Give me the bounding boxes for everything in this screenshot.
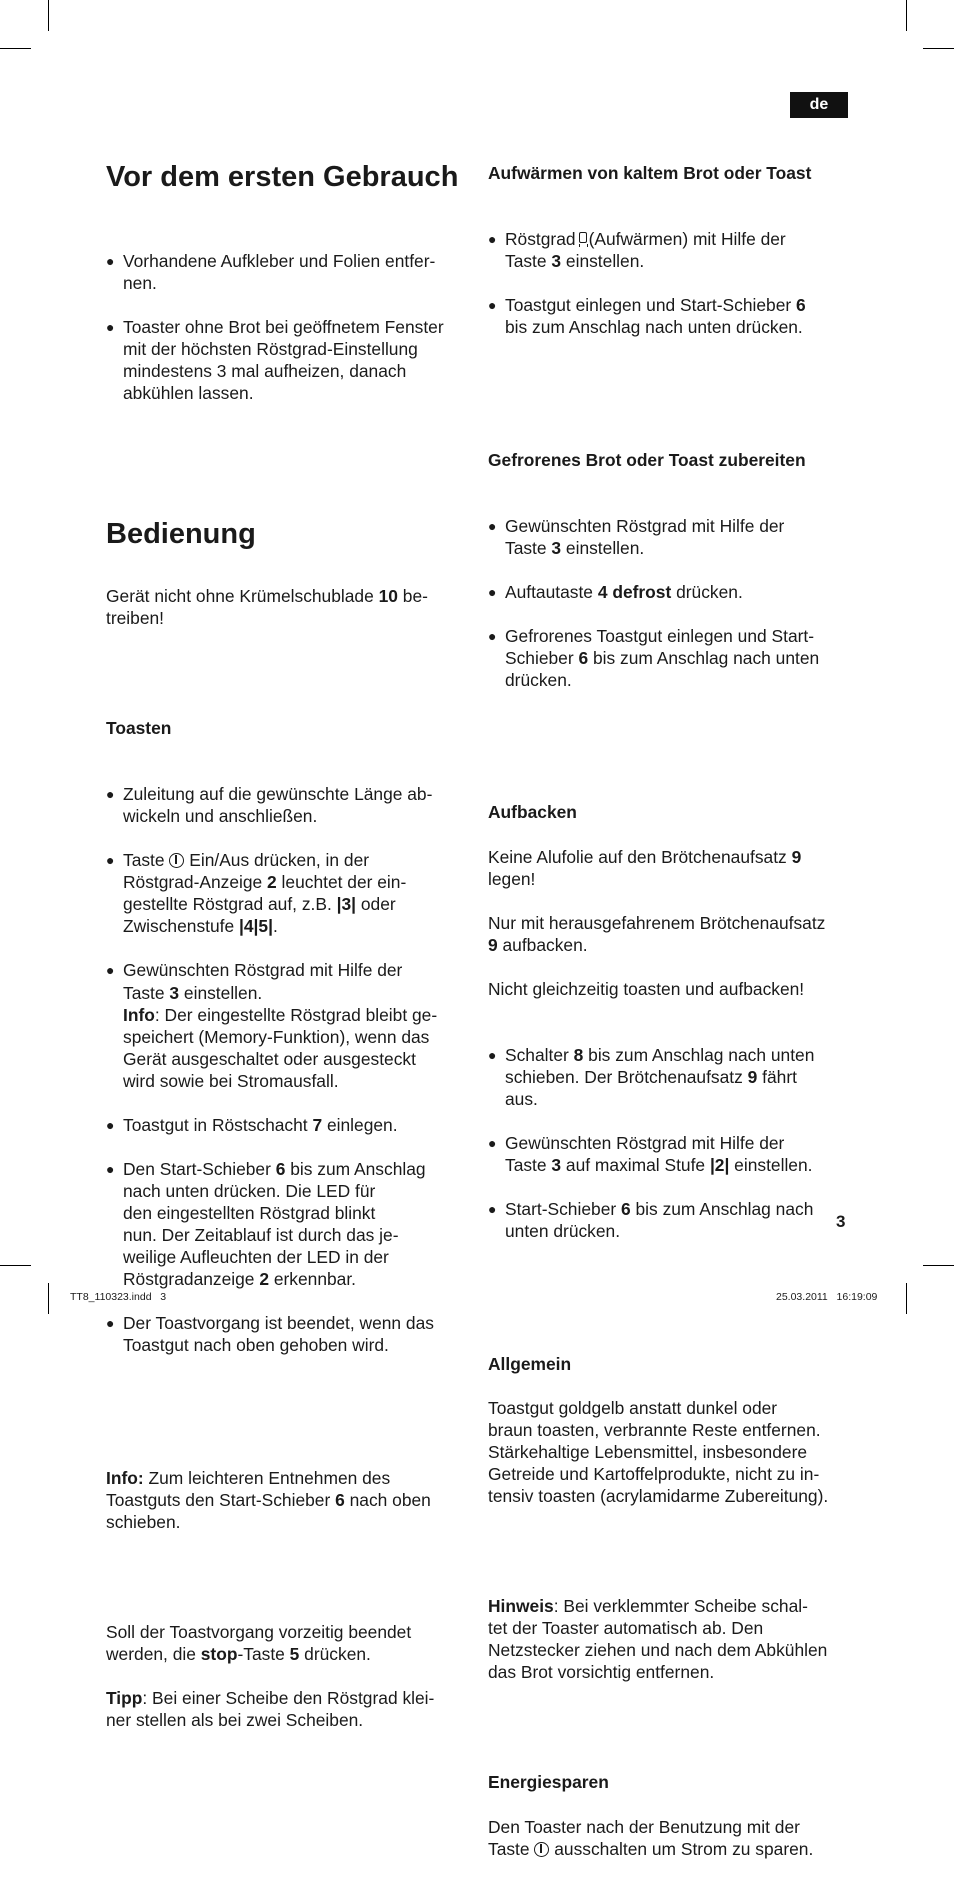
subheading-warming: Aufwärmen von kaltem Brot oder Toast	[488, 163, 812, 184]
first-use-list	[106, 228, 470, 426]
paragraph: Nicht gleichzeitig toasten und aufbacken!	[488, 978, 805, 999]
list-item: ● Schalter 8 bis zum Anschlag nach unten schieben. Der Brötchenaufsatz 9 fährt aus.	[488, 1044, 852, 1110]
list-item: ● Start-Schieber 6 bis zum Anschlag nach unten drücken.	[488, 1198, 852, 1242]
crop-mark	[906, 1283, 907, 1314]
crop-mark	[48, 1283, 49, 1314]
paragraph: Keine Alufolie auf den Brötchenaufsatz 9 legen!	[488, 846, 802, 889]
subheading-energy: Energiesparen	[488, 1772, 609, 1793]
subheading-frozen: Gefrorenes Brot oder Toast zubereiten	[488, 449, 806, 470]
footer-timestamp: 25.03.2011 16:19:09	[776, 1291, 878, 1303]
section-heading-operation: Bedienung	[106, 517, 256, 550]
left-column	[106, 138, 470, 1753]
crop-mark	[0, 1265, 31, 1266]
paragraph: Nur mit herausgefahrenem Brötchenaufsatz 9 aufbacken.	[488, 912, 826, 955]
subheading-general: Allgemein	[488, 1353, 572, 1374]
crop-mark	[0, 48, 31, 49]
page-number: 3	[836, 1212, 846, 1231]
section-heading-first-use: Vor dem ersten Gebrauch	[106, 161, 459, 194]
warm-icon	[578, 232, 587, 248]
list-item: ● Toastgut in Röstschacht 7 einlegen.	[106, 1114, 470, 1136]
list-item: ● Auftautaste 4 defrost drücken.	[488, 581, 852, 603]
subheading-toasten: Toasten	[106, 717, 172, 738]
list-item: ● Toaster ohne Brot bei geöffnetem Fenster mit der höchsten Röstgrad-Einstellung mindestens 3 mal aufheizen, danach abkühlen lassen.	[106, 316, 470, 404]
baking-list	[488, 1022, 852, 1265]
list-item: ● Der Toastvorgang ist beendet, wenn das Toastgut nach oben gehoben wird.	[106, 1312, 470, 1356]
warming-list	[488, 206, 852, 360]
crop-mark	[48, 0, 49, 31]
language-tab: de	[790, 92, 848, 118]
list-item: ● Den Start-Schieber 6 bis zum Anschlag nach unten drücken. Die LED für den eingestellten Röstgrad blinkt nun. Der Zeitablauf ist durch das je- weilige Aufleuchten der LED in der Röstgradanzeige 2 erkennbar.	[106, 1158, 470, 1290]
frozen-list	[488, 493, 852, 713]
tip-paragraph: Tipp: Bei einer Scheibe den Röstgrad klei- ner stellen als bei zwei Scheiben.	[106, 1688, 435, 1731]
list-item: ● Gewünschten Röstgrad mit Hilfe der Taste 3 einstellen.	[488, 515, 852, 559]
info-paragraph: Info: Zum leichteren Entnehmen des Toastguts den Start-Schieber 6 nach oben schieben.	[106, 1467, 431, 1532]
power-icon	[169, 853, 184, 868]
list-item: ● Gewünschten Röstgrad mit Hilfe der Taste 3 einstellen. Info: Der eingestellte Röstgrad bleibt ge- speichert (Memory-Funktion), wenn das Gerät ausgeschaltet oder ausgesteckt wird sowie bei Stromausfall.	[106, 959, 470, 1091]
footer-file-info: TT8_110323.indd 3	[70, 1291, 167, 1303]
list-item: ● Zuleitung auf die gewünschte Länge ab- wickeln und anschließen.	[106, 783, 470, 827]
list-item: ● Taste Ein/Aus drücken, in der Röstgrad-Anzeige 2 leuchtet der ein- gestellte Röstgrad auf, z.B. |3| oder Zwischenstufe |4|5|.	[106, 849, 470, 937]
crop-mark	[906, 0, 907, 31]
right-column	[488, 140, 852, 1882]
list-item: ● Toastgut einlegen und Start-Schieber 6 bis zum Anschlag nach unten drücken.	[488, 294, 852, 338]
toasten-list	[106, 761, 470, 1378]
hint-paragraph: Hinweis: Bei verklemmter Scheibe schal- tet der Toaster automatisch ab. Den Netzstecker ziehen und nach dem Abkühlen das Brot vorsichtig entfernen.	[488, 1596, 828, 1683]
power-icon	[534, 1842, 549, 1857]
stop-paragraph: Soll der Toastvorgang vorzeitig beendet werden, die stop-Taste 5 drücken.	[106, 1621, 412, 1664]
paragraph: Toastgut goldgelb anstatt dunkel oder braun toasten, verbrannte Reste entfernen. Stärkehaltige Lebensmittel, insbesondere Getreide und Kartoffelprodukte, nicht zu in- tensiv toasten (acrylamidarme Zubereitung).	[488, 1397, 829, 1506]
list-item: ● Röstgrad (Aufwärmen) mit Hilfe der Taste 3 einstellen.	[488, 228, 852, 272]
list-item: ● Vorhandene Aufkleber und Folien entfer- nen.	[106, 250, 470, 294]
list-item: ● Gewünschten Röstgrad mit Hilfe der Taste 3 auf maximal Stufe |2| einstellen.	[488, 1132, 852, 1176]
crop-mark	[923, 1265, 954, 1266]
crop-mark	[923, 48, 954, 49]
subheading-baking: Aufbacken	[488, 802, 577, 823]
paragraph: Den Toaster nach der Benutzung mit der Taste ausschalten um Strom zu sparen.	[488, 1816, 814, 1859]
list-item: ● Gefrorenes Toastgut einlegen und Start- Schieber 6 bis zum Anschlag nach unten drücken.	[488, 625, 852, 691]
paragraph: Gerät nicht ohne Krümelschublade 10 be- treiben!	[106, 585, 428, 628]
